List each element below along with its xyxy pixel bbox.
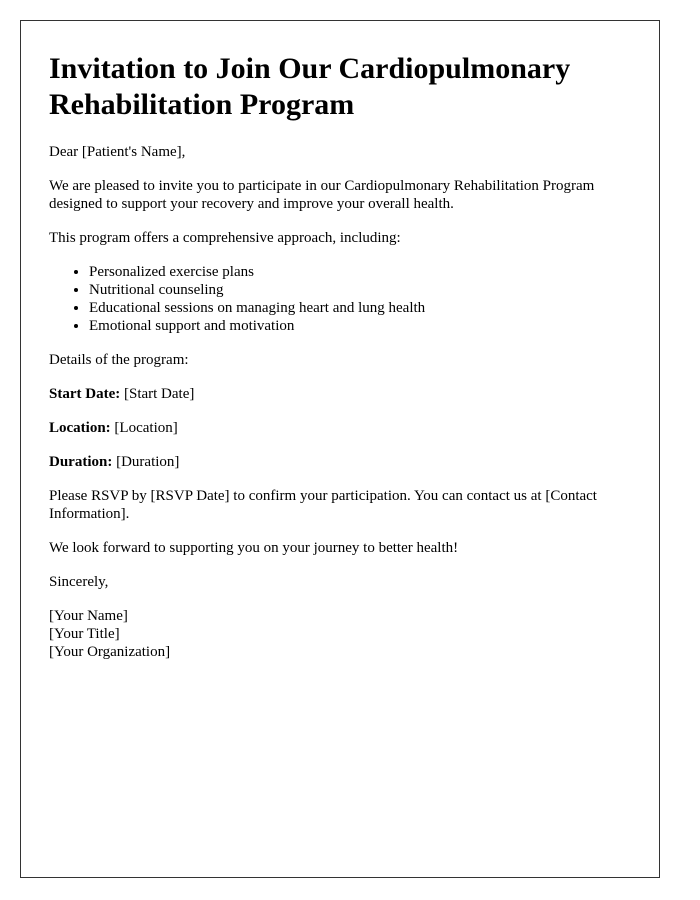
closing-note: We look forward to supporting you on your journey to better health! [49, 540, 459, 556]
letter-content [21, 21, 659, 661]
start-date-line [49, 385, 631, 403]
offers-list [49, 263, 631, 335]
duration-line [49, 453, 631, 471]
offers-intro: This program offers a comprehensive approach, including: [49, 230, 401, 246]
signature-title: [Your Title] [49, 626, 120, 642]
signature-name: [Your Name] [49, 608, 128, 624]
sign-off: Sincerely, [49, 574, 109, 590]
list-item: • Emotional support and motivation [89, 317, 631, 335]
location-line [49, 419, 631, 437]
list-item: • Nutritional counseling [89, 281, 631, 299]
salutation: Dear [Patient's Name], [49, 144, 186, 160]
rsvp-paragraph: Please RSVP by [RSVP Date] to confirm your participation. You can contact us at [Contact Information]. [49, 488, 597, 522]
location-value: [Location] [110, 420, 178, 436]
letter-title: Invitation to Join Our Cardiopulmonary Rehabilitation Program [49, 52, 571, 121]
list-item: • Educational sessions on managing heart and lung health [89, 299, 631, 317]
duration-value: [Duration] [112, 454, 180, 470]
list-item: • Personalized exercise plans [89, 263, 631, 281]
letter-page [20, 20, 660, 878]
signature-block [49, 607, 631, 661]
signature-organization: [Your Organization] [49, 644, 171, 660]
location-label: Location: [49, 420, 111, 436]
duration-label: Duration: [49, 454, 113, 470]
intro-paragraph: We are pleased to invite you to participate in our Cardiopulmonary Rehabilitation Program designed to support your recovery and improve your overall health. [49, 178, 595, 212]
start-date-label: Start Date: [49, 386, 121, 402]
start-date-value: [Start Date] [120, 386, 195, 402]
details-intro: Details of the program: [49, 352, 189, 368]
